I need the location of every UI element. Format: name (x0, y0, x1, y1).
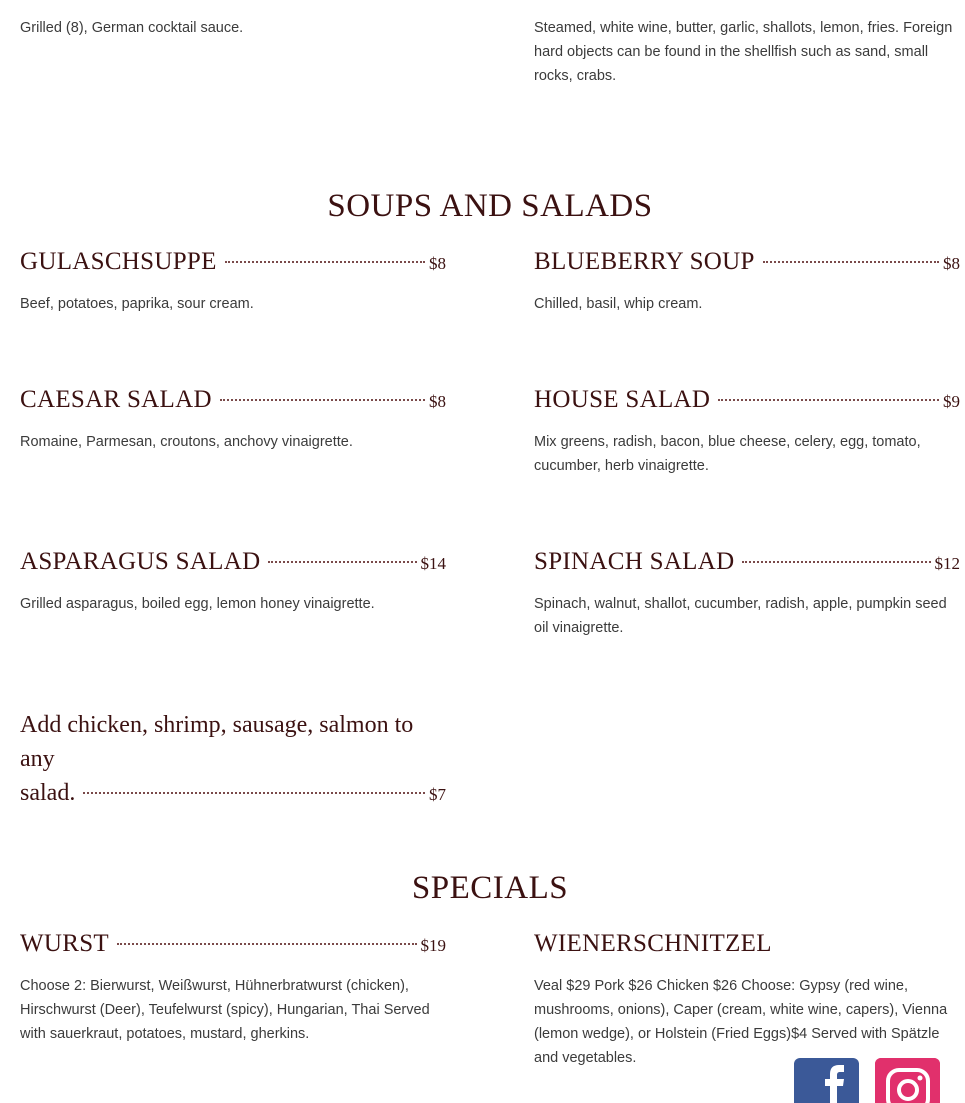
salad-addon (20, 708, 446, 812)
item-description: Grilled (8), German cocktail sauce. (20, 20, 244, 36)
item-name: HOUSE SALAD (534, 386, 711, 413)
dot-leader (742, 561, 930, 563)
addon-text-line1: Add chicken, shrimp, sausage, salmon to any (20, 712, 414, 772)
addon-text-line2: salad. (20, 780, 76, 806)
dot-leader (83, 792, 425, 794)
item-description: Romaine, Parmesan, croutons, anchovy vinaigrette. (20, 434, 353, 450)
section-title-soups-salads: SOUPS AND SALADS (327, 188, 653, 224)
dot-leader (117, 943, 417, 945)
dot-leader (225, 261, 425, 263)
addon-row (20, 776, 446, 812)
item-description: Spinach, walnut, shallot, cucumber, radish, apple, pumpkin seed oil vinaigrette. (534, 596, 947, 636)
menu-item-row (534, 386, 960, 414)
item-name: WIENERSCHNITZEL (534, 930, 772, 957)
addon-price: $7 (429, 785, 446, 804)
item-description: Veal $29 Pork $26 Chicken $26 Choose: Gypsy (red wine, mushrooms, onions), Caper (cream, white wine, capers), Vienna (lemon wedge), or Holstein (Fried Eggs)$4 Served with Spätzle and vegetables. (534, 978, 948, 1066)
item-name: CAESAR SALAD (20, 386, 212, 413)
menu-item-row (534, 548, 960, 576)
menu-item-row (20, 386, 446, 414)
item-description: Steamed, white wine, butter, garlic, shallots, lemon, fries. Foreign hard objects can be found in the shellfish such as sand, small rocks, crabs. (534, 20, 953, 84)
item-price: $12 (934, 554, 960, 573)
dot-leader (718, 399, 939, 401)
menu-item-row (534, 930, 960, 958)
menu-item-row (20, 248, 446, 276)
dot-leader (220, 399, 425, 401)
item-name: WURST (20, 930, 109, 957)
item-price: $8 (429, 392, 446, 411)
menu-item-row (20, 548, 446, 576)
facebook-link[interactable] (794, 1058, 859, 1103)
section-title-specials: SPECIALS (411, 870, 569, 906)
item-price: $8 (429, 254, 446, 273)
dot-leader (763, 261, 939, 263)
item-price: $14 (420, 554, 446, 573)
instagram-link[interactable] (875, 1058, 940, 1103)
item-name: BLUEBERRY SOUP (534, 248, 755, 275)
item-description: Beef, potatoes, paprika, sour cream. (20, 296, 254, 312)
item-price: $9 (943, 392, 960, 411)
item-description: Choose 2: Bierwurst, Weißwurst, Hühnerbratwurst (chicken), Hirschwurst (Deer), Teufelwurst (spicy), Hungarian, Thai Served with sauerkraut, potatoes, mustard, gherkins. (20, 978, 430, 1042)
dot-leader (268, 561, 416, 563)
item-description: Chilled, basil, whip cream. (534, 296, 703, 312)
item-description: Grilled asparagus, boiled egg, lemon honey vinaigrette. (20, 596, 375, 612)
item-price: $8 (943, 254, 960, 273)
item-description: Mix greens, radish, bacon, blue cheese, celery, egg, tomato, cucumber, herb vinaigrette. (534, 434, 921, 474)
facebook-icon (794, 1058, 859, 1103)
item-name: SPINACH SALAD (534, 548, 735, 575)
item-name: ASPARAGUS SALAD (20, 548, 261, 575)
menu-item-row (534, 248, 960, 276)
menu-item-row (20, 930, 446, 958)
instagram-icon (875, 1058, 940, 1103)
item-price: $19 (420, 936, 446, 955)
item-name: GULASCHSUPPE (20, 248, 217, 275)
